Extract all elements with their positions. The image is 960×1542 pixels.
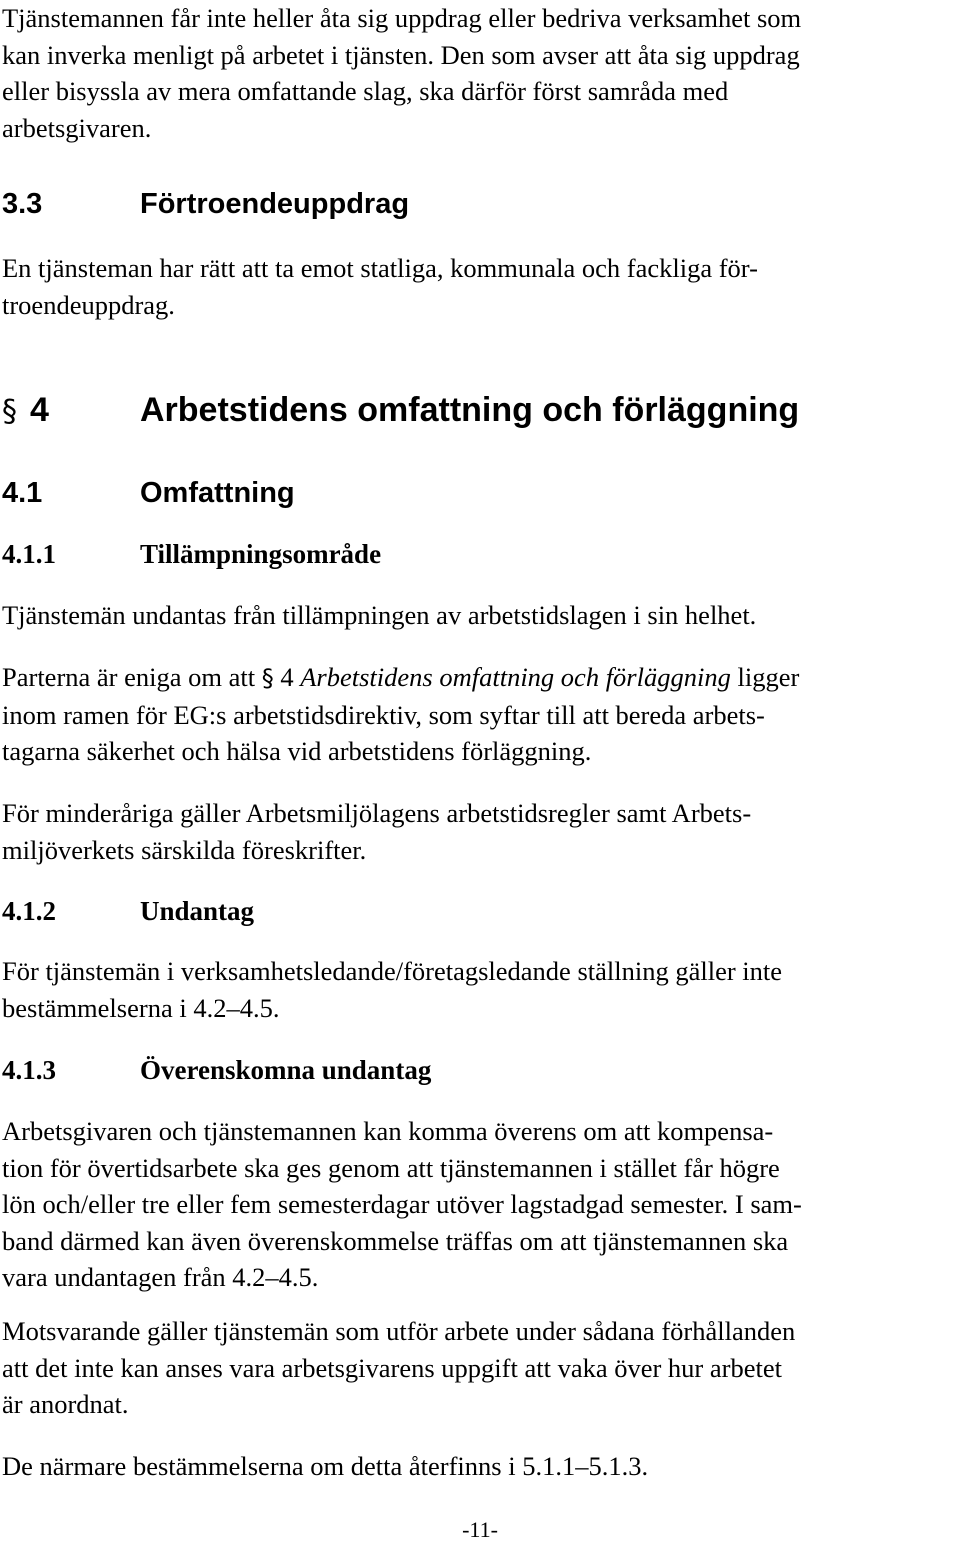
text-line: Arbetsgivaren och tjänstemannen kan komma överens om att kompensa- [2,1116,774,1146]
text-line: inom ramen för EG:s arbetstidsdirektiv, som syftar till att bereda arbets- [2,699,765,730]
section-title: Omfattning [140,477,295,509]
section-number: 4.1.1 [2,539,56,569]
text-line: troendeuppdrag. [2,289,175,320]
text-run: 4 [273,662,301,692]
text-line: tagarna säkerhet och hälsa vid arbetstidens förläggning. [2,736,592,766]
text-line: eller bisyssla av mera omfattande slag, ska därför först samråda med [2,76,729,106]
text-line: För tjänstemän i verksamhetsledande/företagsledande ställning gäller inte [2,956,783,986]
text-line: tion för övertidsarbete ska ges genom att tjänstemannen i stället får högre [2,1152,780,1183]
text-line: bestämmelserna i 4.2–4.5. [2,992,280,1023]
heading-4-1-2 [2,894,956,928]
text-line: kan inverka menligt på arbetet i tjänsten. Den som avser att åta sig uppdrag [2,39,800,70]
paragraph-4-1-3-b [2,1313,956,1423]
heading-4-1-1 [2,537,956,571]
section-title: Arbetstidens omfattning och förläggning [140,391,800,429]
paragraph-4-1-3-a [2,1113,956,1296]
text-line: att det inte kan anses vara arbetsgivarens uppgift att vaka över hur arbetet [2,1352,782,1383]
heading-4 [2,390,956,434]
text-line [2,659,956,697]
text-line: En tjänsteman har rätt att ta emot statliga, kommunala och fackliga för- [2,253,758,283]
paragraph-4-1-1-b [2,659,956,770]
section-sign-icon: § [2,394,17,429]
paragraph-4-1-1-c [2,795,956,868]
section-number: 3.3 [2,188,43,220]
text-line: Motsvarande gäller tjänstemän som utför arbete under sådana förhållanden [2,1316,796,1346]
text-line: vara undantagen från 4.2–4.5. [2,1262,319,1292]
section-title: Undantag [140,896,255,926]
emphasis-text: Arbetstidens omfattning och förläggning [300,662,731,692]
intro-paragraph [2,0,956,146]
section-number: 4 [30,391,49,429]
section-number: 4.1.2 [2,896,56,926]
heading-3-3 [2,186,956,222]
section-title: Tillämpningsområde [140,539,382,569]
text-line: lön och/eller tre eller fem semesterdagar utöver lagstadgad semester. I sam- [2,1189,802,1219]
page-number: -11- [462,1517,498,1542]
paragraph-3-3 [2,250,956,323]
paragraph-4-1-2 [2,953,956,1026]
paragraph-4-1-1-a: Tjänstemän undantas från tillämpningen av arbetstidslagen i sin helhet. [2,600,757,630]
section-number: 4.1 [2,477,43,509]
text-run: ligger [730,662,800,692]
paragraph-4-1-3-c: De närmare bestämmelserna om detta återfinns i 5.1.1–5.1.3. [2,1451,649,1481]
section-sign-icon: § [261,664,274,692]
section-title: Förtroendeuppdrag [140,188,410,220]
section-title: Överenskomna undantag [140,1055,432,1085]
text-line: För minderåriga gäller Arbetsmiljölagens arbetstidsregler samt Arbets- [2,798,752,828]
heading-4-1 [2,475,956,511]
text-line: band därmed kan även överenskommelse träffas om att tjänstemannen ska [2,1225,789,1256]
text-line: miljöverkets särskilda föreskrifter. [2,834,367,865]
text-line: Tjänstemannen får inte heller åta sig uppdrag eller bedriva verksamhet som [2,3,802,33]
text-line: är anordnat. [2,1389,129,1419]
section-number: 4.1.3 [2,1055,56,1085]
text-run: Parterna är eniga om att [2,662,262,692]
text-line: arbetsgivaren. [2,112,152,143]
heading-4-1-3 [2,1053,956,1087]
